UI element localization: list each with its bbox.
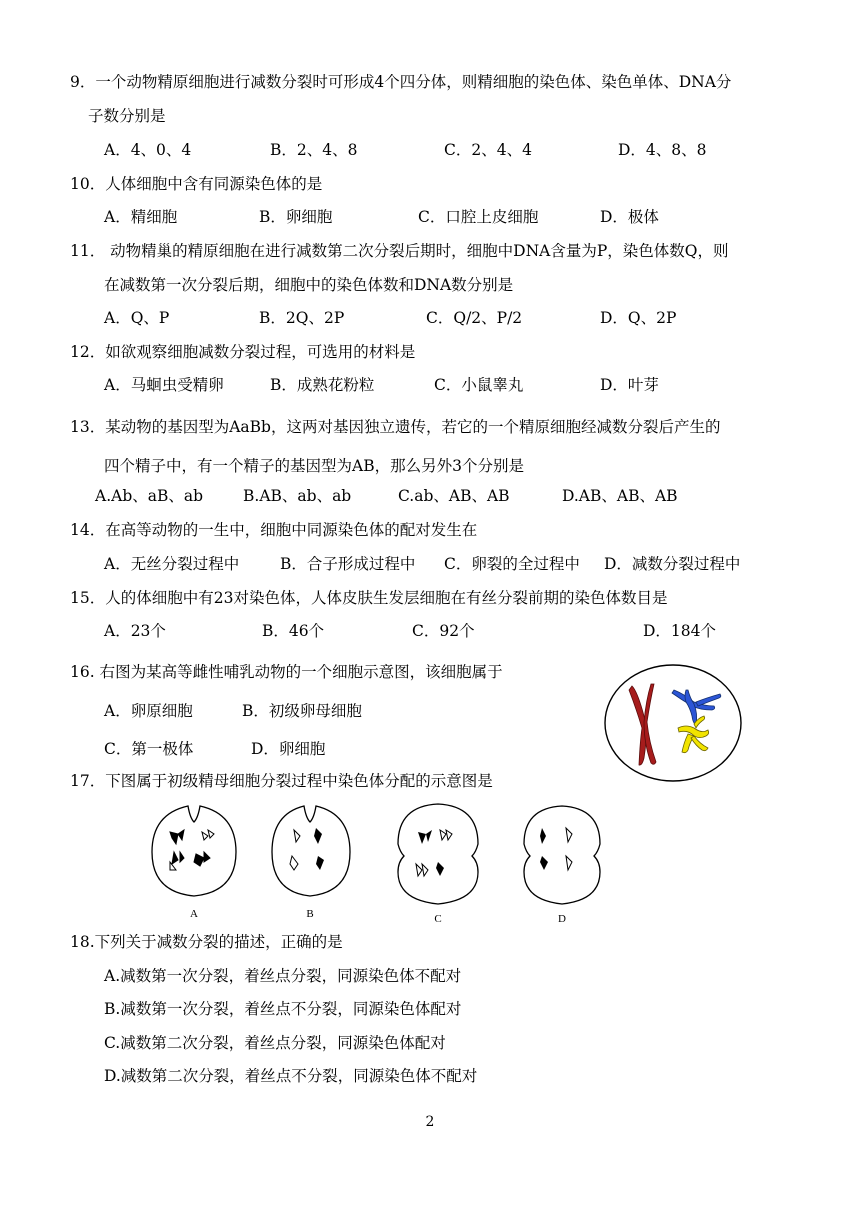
figure-label-b: B [306, 908, 314, 920]
question-9-option-b: B．2、4、8 [270, 141, 358, 159]
question-15-option-b: B．46个 [262, 622, 325, 640]
question-12-option-b: B．成熟花粉粒 [270, 376, 375, 394]
question-12-option-a: A．马蛔虫受精卵 [104, 376, 224, 394]
question-14-option-b: B．合子形成过程中 [280, 555, 416, 573]
figure-label-a: A [190, 908, 198, 920]
question-11-option-d: D．Q、2P [600, 309, 677, 327]
question-18-option-b: B.减数第一次分裂，着丝点不分裂，同源染色体配对 [104, 1000, 462, 1018]
question-12-stem: 12．如欲观察细胞减数分裂过程，可选用的材料是 [70, 343, 416, 361]
question-13-option-c: C.ab、AB、AB [398, 487, 510, 505]
question-10-option-b: B．卵细胞 [259, 208, 333, 226]
question-15-option-d: D．184个 [643, 622, 717, 640]
question-10-option-a: A．精细胞 [104, 208, 178, 226]
question-9-stem-line-1: 9．一个动物精原细胞进行减数分裂时可形成4个四分体，则精细胞的染色体、染色单体、DNA分 [70, 73, 732, 91]
cell-diagram-b [268, 800, 354, 922]
question-14-stem: 14．在高等动物的一生中，细胞中同源染色体的配对发生在 [70, 521, 478, 539]
question-10-option-c: C．口腔上皮细胞 [418, 208, 539, 226]
question-14-option-d: D．减数分裂过程中 [604, 555, 741, 573]
question-15-option-a: A．23个 [104, 622, 166, 640]
question-16-option-c: C．第一极体 [104, 740, 194, 758]
cell-diagram-a [148, 800, 240, 922]
question-13-stem-line-1: 13．某动物的基因型为AaBb，这两对基因独立遗传，若它的一个精原细胞经减数分裂后产生的 [70, 418, 721, 436]
question-18-option-c: C.减数第二次分裂，着丝点分裂，同源染色体配对 [104, 1034, 446, 1052]
question-15-stem: 15．人的体细胞中有23对染色体，人体皮肤生发层细胞在有丝分裂前期的染色体数目是 [70, 589, 668, 607]
question-16-option-d: D．卵细胞 [251, 740, 326, 758]
figure-label-c: C [434, 913, 442, 925]
question-10-stem: 10．人体细胞中含有同源染色体的是 [70, 175, 323, 193]
question-9-option-a: A．4、0、4 [104, 141, 192, 159]
question-14-option-a: A．无丝分裂过程中 [104, 555, 240, 573]
question-11-option-a: A．Q、P [104, 309, 170, 327]
question-18-option-d: D.减数第二次分裂，着丝点不分裂，同源染色体不配对 [104, 1067, 478, 1085]
question-11-option-c: C．Q/2、P/2 [426, 309, 523, 327]
question-15-option-c: C．92个 [412, 622, 475, 640]
question-11-stem-line-1: 11． 动物精巢的精原细胞在进行减数第二次分裂后期时，细胞中DNA含量为P，染色体数Q，则 [70, 242, 729, 260]
question-13-option-b: B.AB、ab、ab [243, 487, 352, 505]
question-13-stem-line-2: 四个精子中，有一个精子的基因型为AB，那么另外3个分别是 [104, 457, 524, 475]
question-11-stem-line-2: 在减数第一次分裂后期，细胞中的染色体数和DNA数分别是 [104, 276, 514, 294]
question-12-option-d: D．叶芽 [600, 376, 659, 394]
page-number: 2 [425, 1114, 435, 1130]
question-18-stem: 18.下列关于减数分裂的描述，正确的是 [70, 933, 343, 951]
cell-diagram-d [518, 800, 606, 926]
question-17-stem: 17．下图属于初级精母细胞分裂过程中染色体分配的示意图是 [70, 772, 493, 790]
question-9-option-d: D．4、8、8 [618, 141, 707, 159]
cell-diagram-c [392, 800, 484, 926]
question-16-stem: 16. 右图为某高等雌性哺乳动物的一个细胞示意图，该细胞属于 [70, 663, 503, 681]
question-16-option-a: A．卵原细胞 [104, 702, 193, 720]
question-12-option-c: C．小鼠睾丸 [434, 376, 524, 394]
question-13-option-a: A.Ab、aB、ab [95, 487, 204, 505]
question-11-option-b: B．2Q、2P [259, 309, 345, 327]
cell-membrane [605, 665, 741, 781]
figure-label-d: D [558, 913, 566, 925]
question-14-option-c: C．卵裂的全过程中 [444, 555, 580, 573]
question-18-option-a: A.减数第一次分裂，着丝点分裂，同源染色体不配对 [104, 967, 462, 985]
oocyte-chromosome-diagram [602, 662, 744, 784]
question-9-stem-line-2: 子数分别是 [88, 107, 166, 125]
question-10-option-d: D．极体 [600, 208, 659, 226]
question-9-option-c: C．2、4、4 [444, 141, 532, 159]
question-16-option-b: B．初级卵母细胞 [242, 702, 362, 720]
question-13-option-d: D.AB、AB、AB [562, 487, 678, 505]
